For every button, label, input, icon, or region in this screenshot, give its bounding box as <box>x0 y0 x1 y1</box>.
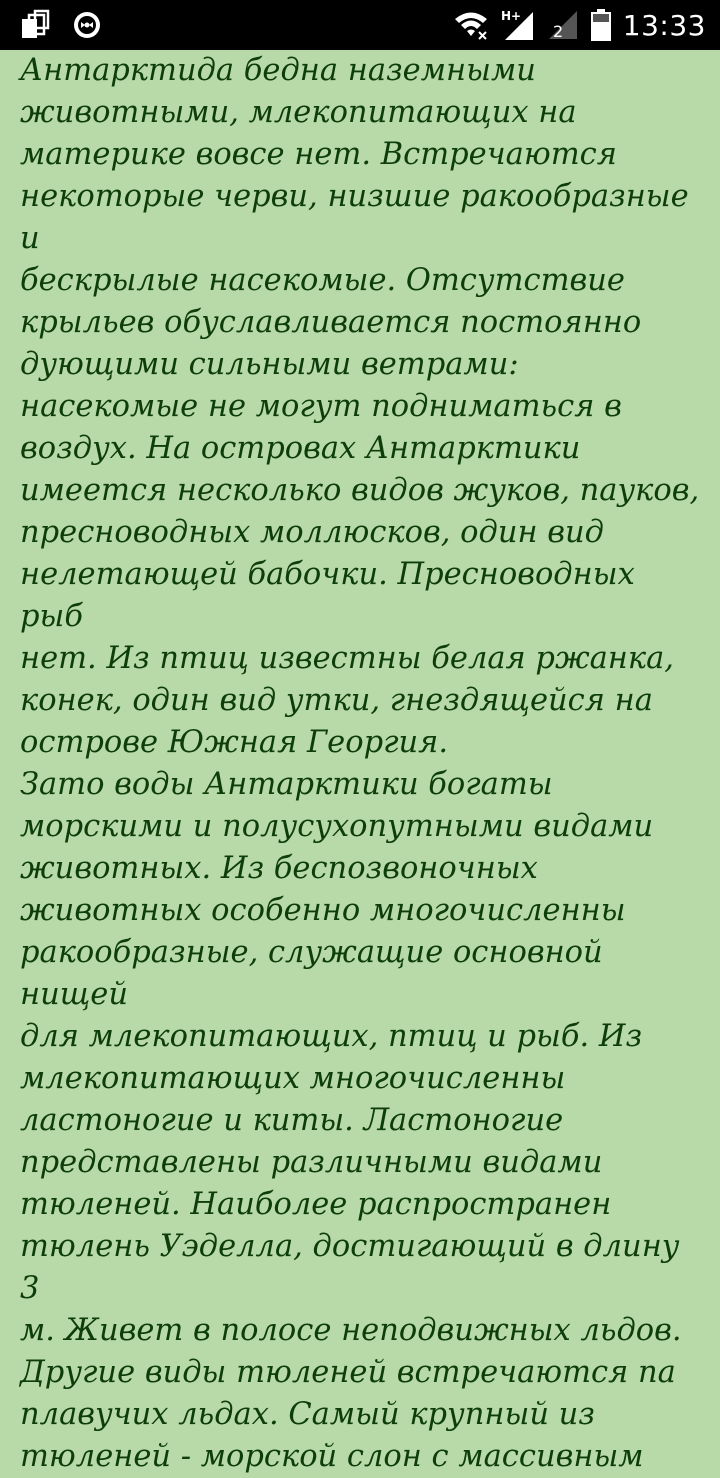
notification-icons <box>20 8 102 42</box>
notifications-stack-icon[interactable] <box>20 10 50 40</box>
clock: 13:33 <box>622 8 706 42</box>
network-type-label: H+ <box>500 9 521 23</box>
antivirus-shield-icon[interactable] <box>72 10 102 40</box>
paragraph-2: Зато воды Антарктики богаты морскими и полусухопутными видами животных. Из беспозвоночных животных особенно многочисленны ракообразные, служащие основной нищей для млекопитающих, птиц и рыб. Из млекопитающих многочисленны ластоногие и киты. Ластоногие представлены различными видами тюленей. Наиболее распространен тюлень Уэделла, достигающий в длину 3 м. Живет в полосе неподвижных льдов. Другие виды тюленей встречаются па плавучих льдах. Самый крупный из тюленей - морской слон с массивным <box>20 767 682 1474</box>
status-bar <box>0 0 720 50</box>
paragraph-1: Антарктида бедна наземными животными, млекопитающих на материке вовсе нет. Встречаются некоторые черви, низшие ракообразные и бескрылые насекомые. Отсутствие крыльев обуславливается постоянно дующими сильными ветрами: насекомые не могут подниматься в воздух. На островах Антарктики имеется несколько видов жуков, пауков, пресноводных моллюсков, один вид нелетающей бабочки. Пресноводных рыб нет. Из птиц известны белая ржанка, конек, один вид утки, гнездящейся на острове Южная Георгия. <box>20 53 700 760</box>
sim2-signal-icon <box>547 9 579 41</box>
wifi-icon <box>453 10 489 40</box>
sim-badge-label: 2 <box>552 22 563 41</box>
cell-signal-icon <box>501 8 535 42</box>
battery-icon <box>591 9 611 41</box>
reader-text[interactable] <box>0 50 720 1478</box>
system-status-icons <box>453 0 706 50</box>
reader-page[interactable] <box>0 50 720 1474</box>
